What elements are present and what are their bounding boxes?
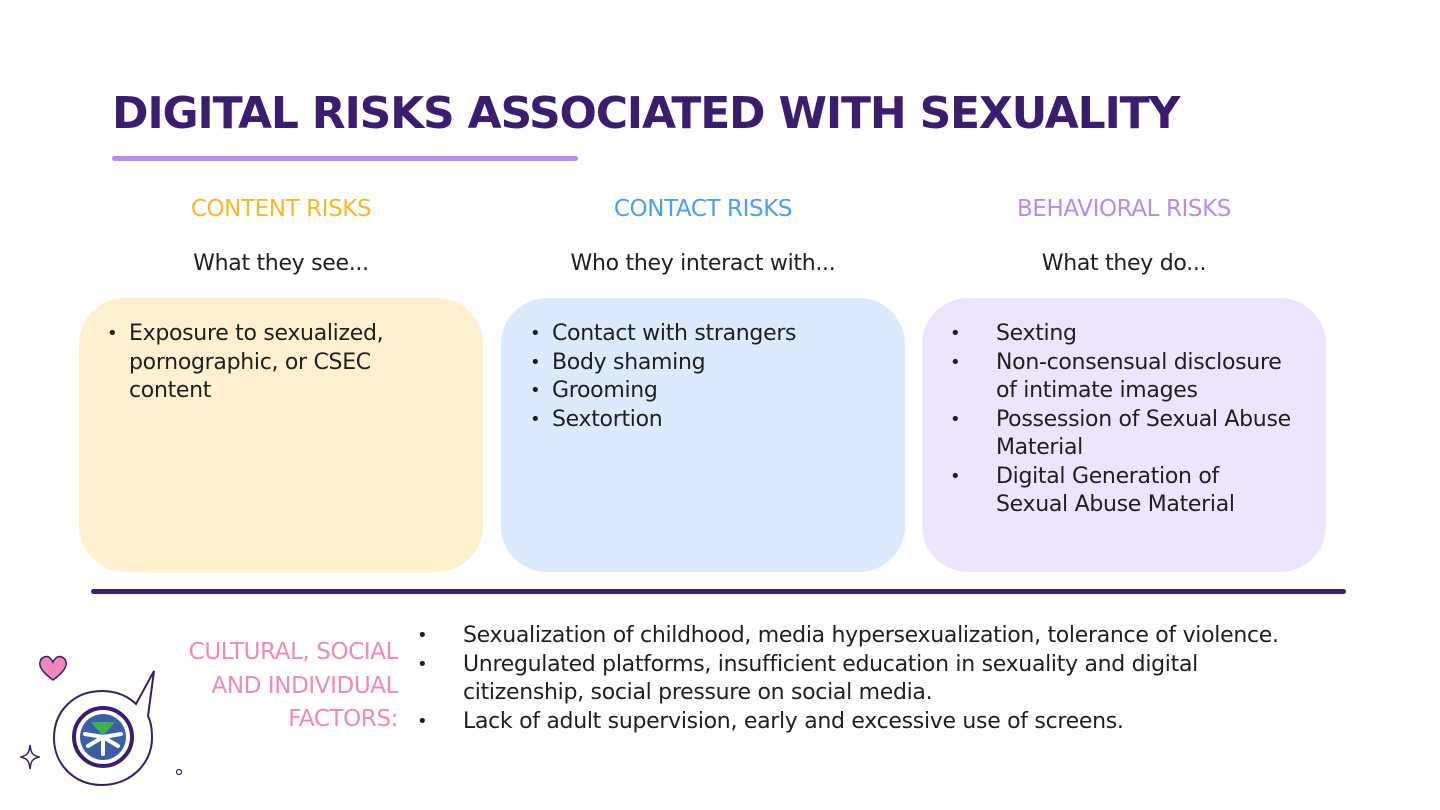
list-item: • Sexualization of childhood, media hypersexualization, tolerance of violence.	[463, 622, 1283, 651]
contact-risks-heading: CONTACT RISKS	[613, 196, 793, 222]
factors-heading: CULTURAL, SOCIAL AND INDIVIDUAL FACTORS:	[188, 639, 398, 732]
page-title: DIGITAL RISKS ASSOCIATED WITH SEXUALITY	[112, 88, 1180, 139]
list-item: • Non-consensual disclosure of intimate images	[996, 349, 1296, 406]
list-item: • Possession of Sexual Abuse Material	[996, 406, 1296, 463]
content-risks-card	[79, 298, 483, 572]
contact-risks-subtitle: Who they interact with...	[570, 251, 836, 276]
section-divider	[91, 589, 1346, 594]
contact-risks-list	[552, 320, 872, 434]
list-item: • Digital Generation of Sexual Abuse Material	[996, 463, 1296, 520]
list-item: • Grooming	[552, 377, 872, 406]
list-item: • Exposure to sexualized, pornographic, or CSEC content	[129, 320, 449, 406]
list-item: • Sextortion	[552, 406, 872, 435]
list-item: • Body shaming	[552, 349, 872, 378]
content-risks-list	[129, 320, 449, 406]
list-item: • Sexting	[996, 320, 1296, 349]
factors-list	[463, 622, 1283, 737]
contact-risks-card	[501, 298, 905, 572]
sparkle-icon	[20, 744, 40, 770]
list-item: • Unregulated platforms, insufficient education in sexuality and digital citizenship, social pressure on social media.	[463, 651, 1283, 708]
behavioral-risks-list	[996, 320, 1296, 520]
logo-icon	[72, 706, 134, 768]
list-item: • Contact with strangers	[552, 320, 872, 349]
behavioral-risks-card	[922, 298, 1326, 572]
content-risks-heading: CONTENT RISKS	[190, 196, 372, 222]
behavioral-risks-subtitle: What they do...	[1041, 251, 1207, 276]
content-risks-subtitle: What they see...	[193, 251, 369, 276]
list-item: • Lack of adult supervision, early and excessive use of screens.	[463, 708, 1283, 737]
title-underline	[112, 156, 578, 161]
dot-icon	[175, 768, 183, 776]
behavioral-risks-heading: BEHAVIORAL RISKS	[1016, 196, 1232, 222]
